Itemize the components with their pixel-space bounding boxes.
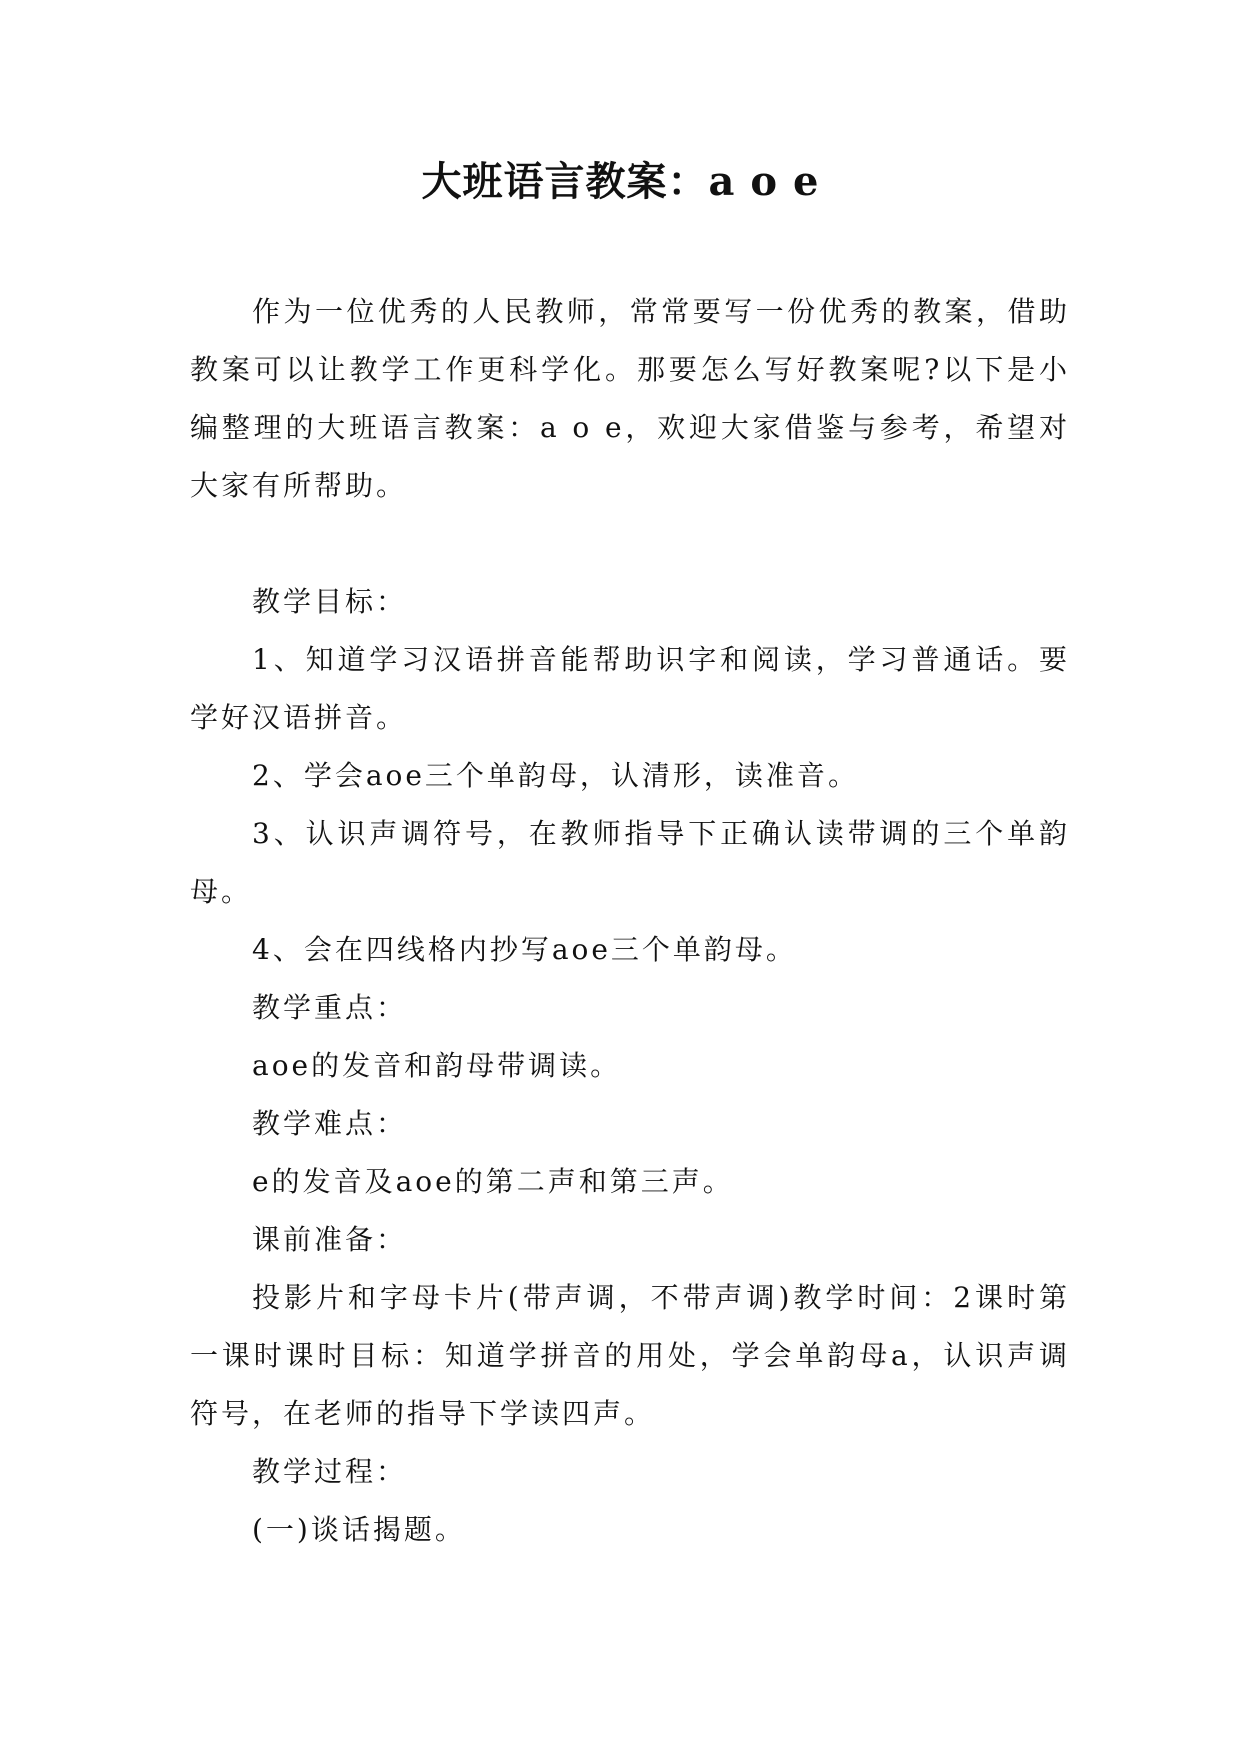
difficulties-text: e的发音及aoe的第二声和第三声。 — [252, 1165, 734, 1198]
objective-item-1: 1、知道学习汉语拼音能帮助识字和阅读，学习普通话。要学好汉语拼音。 — [190, 643, 1070, 734]
objective-item-4: 4、会在四线格内抄写aoe三个单韵母。 — [252, 933, 797, 966]
document-title: 大班语言教案：a o e — [421, 158, 820, 205]
heading-process: 教学过程： — [252, 1455, 408, 1488]
objective-item-2: 2、学会aoe三个单韵母，认清形，读准音。 — [252, 759, 859, 792]
objective-item-3: 3、认识声调符号，在教师指导下正确认读带调的三个单韵母。 — [190, 817, 1070, 908]
key-points-text: aoe的发音和韵母带调读。 — [252, 1049, 622, 1082]
document-body — [190, 283, 1070, 1559]
heading-difficulties: 教学难点： — [252, 1107, 408, 1140]
heading-key-points: 教学重点： — [252, 991, 408, 1024]
process-step-1: (一)谈话揭题。 — [252, 1513, 466, 1546]
heading-preparation: 课前准备： — [252, 1223, 408, 1256]
preparation-text: 投影片和字母卡片(带声调，不带声调)教学时间：2课时第一课时课时目标：知道学拼音的用处，学会单韵母a，认识声调符号，在老师的指导下学读四声。 — [190, 1281, 1070, 1430]
heading-objectives: 教学目标： — [252, 585, 408, 618]
intro-paragraph: 作为一位优秀的人民教师，常常要写一份优秀的教案，借助教案可以让教学工作更科学化。那要怎么写好教案呢?以下是小编整理的大班语言教案：a o e，欢迎大家借鉴与参考，希望对大家有所帮助。 — [190, 295, 1070, 502]
paragraph-spacer — [190, 515, 1070, 573]
